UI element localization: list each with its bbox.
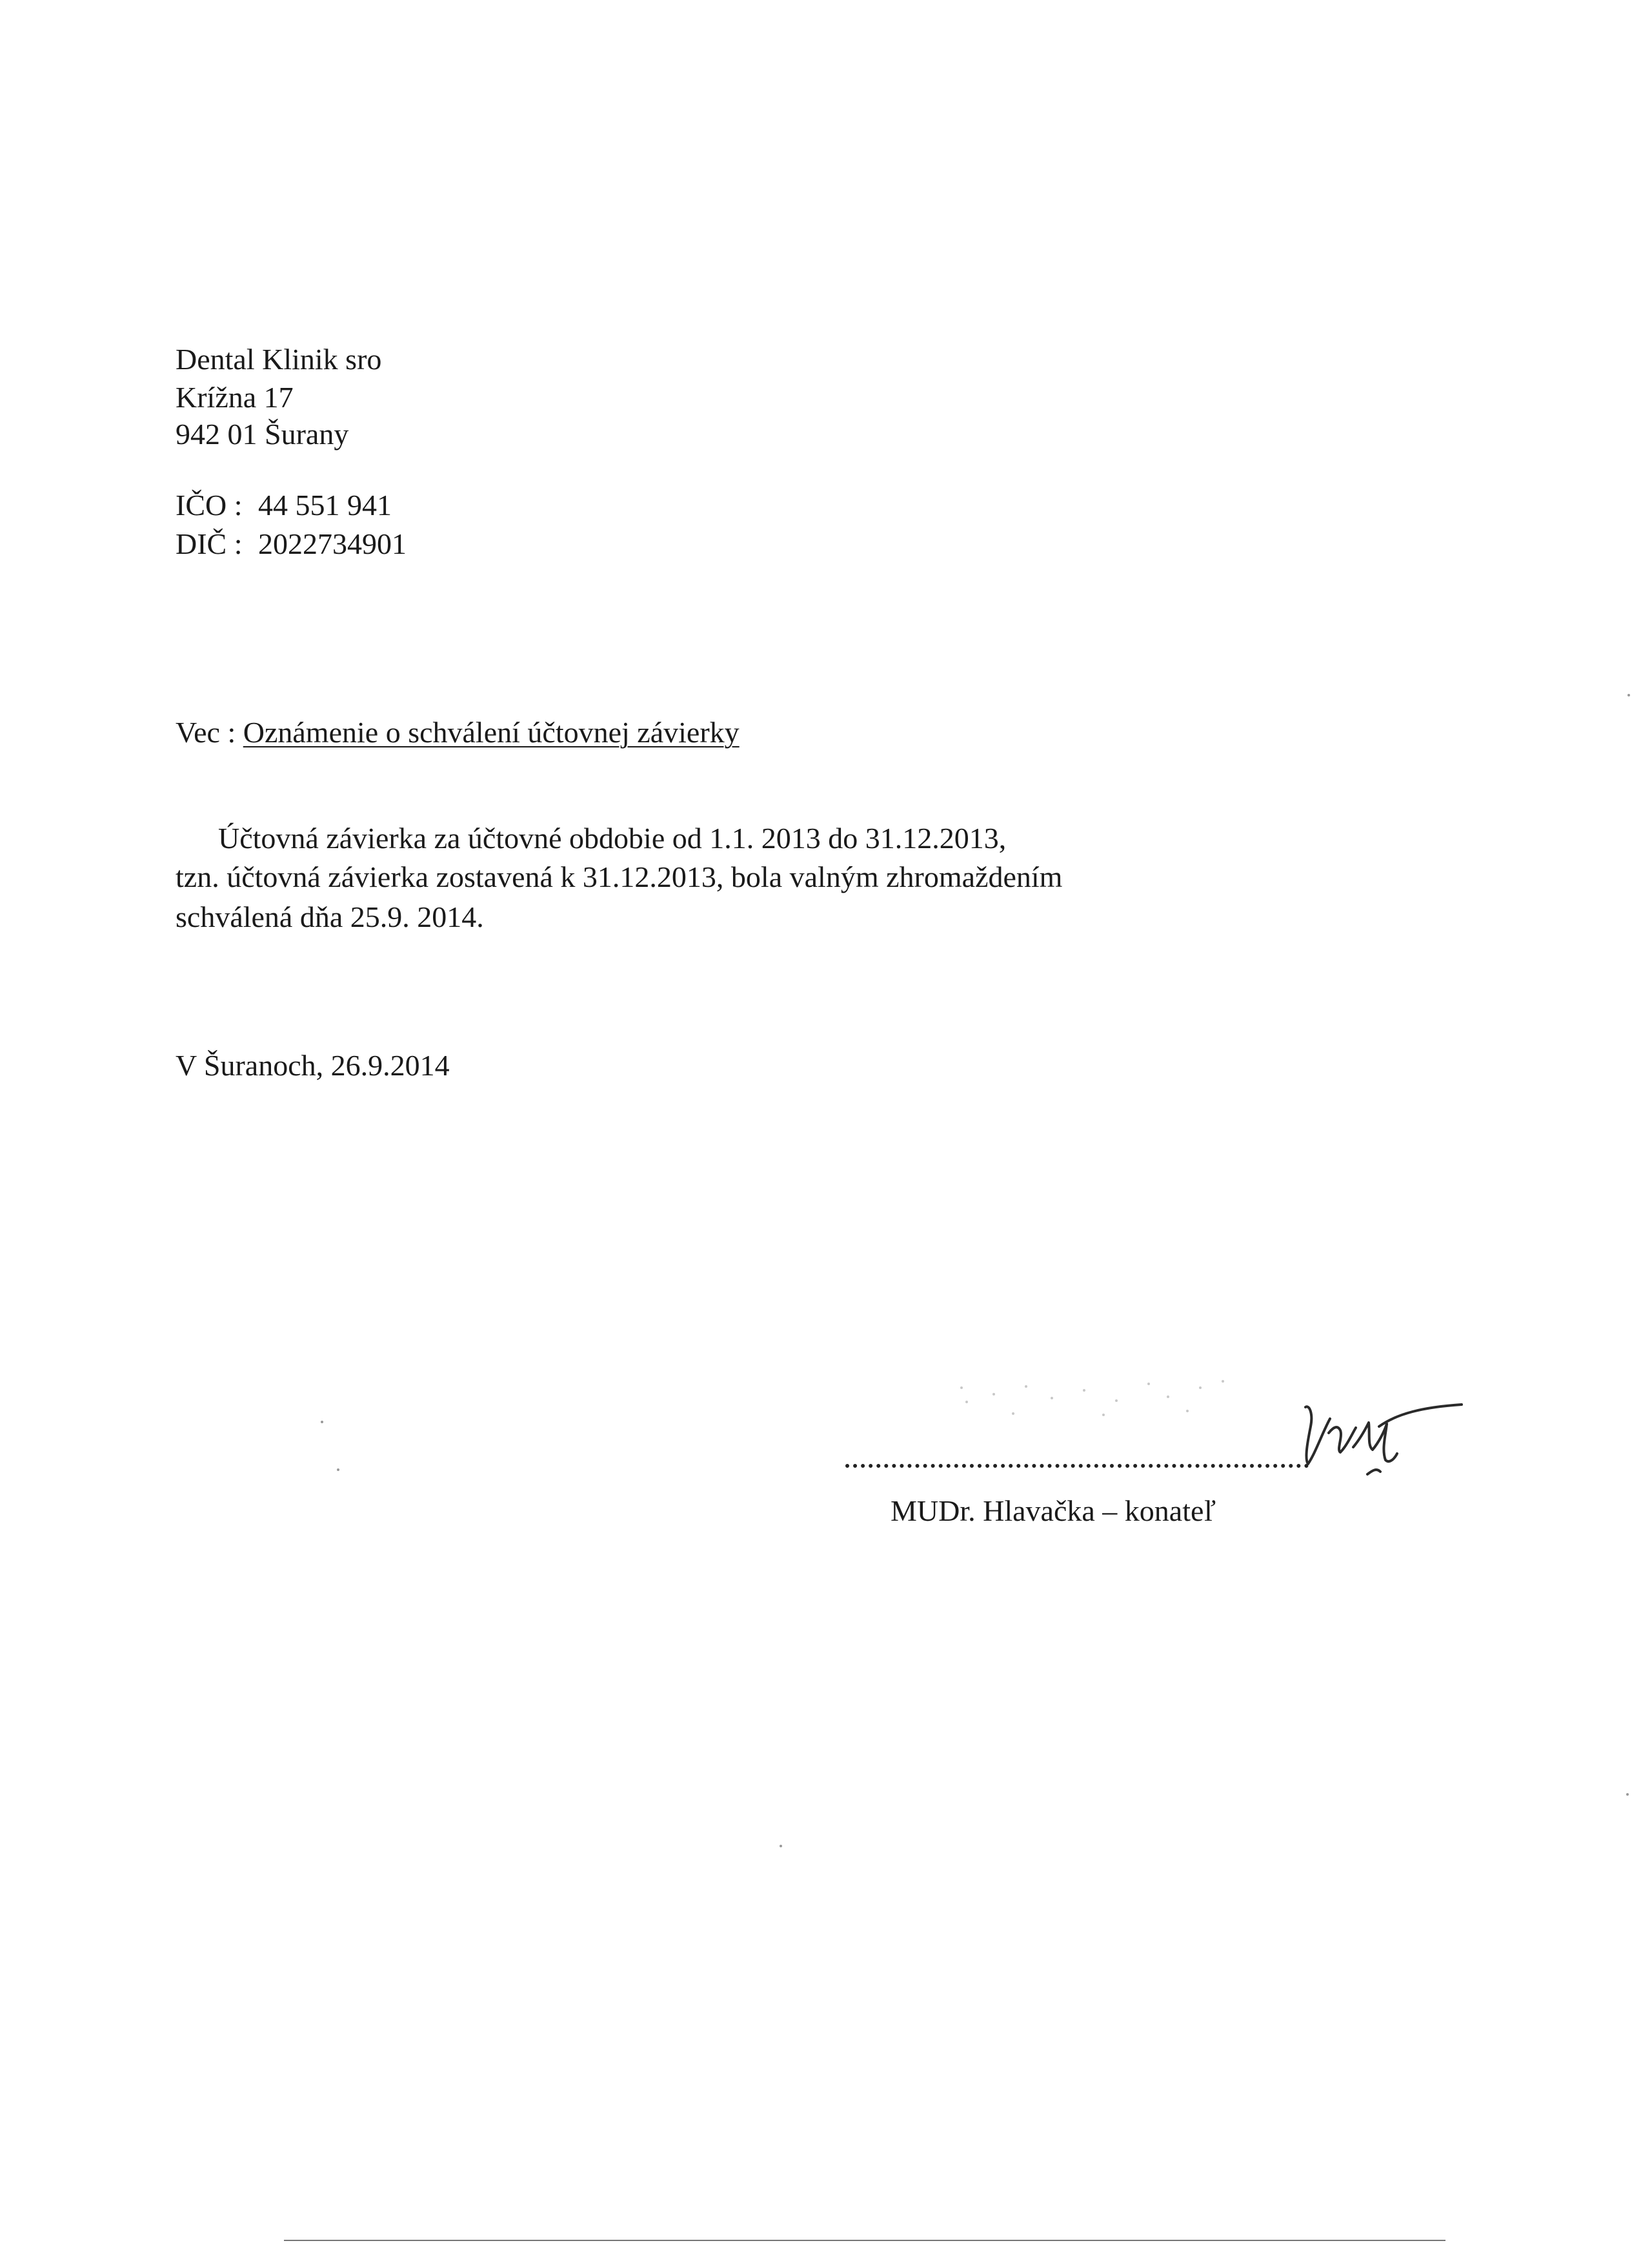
ico-label: IČO : <box>176 489 243 522</box>
signature-dotted-line <box>845 1464 1309 1468</box>
handwritten-signature <box>1300 1388 1475 1491</box>
signer-name: MUDr. Hlavačka – konateľ <box>891 1494 1216 1527</box>
sender-city: 942 01 Šurany <box>176 418 349 451</box>
subject-line <box>176 718 740 747</box>
dic-row <box>176 529 407 559</box>
body-line-2: tzn. účtovná závierka zostavená k 31.12.2013, bola valným zhromaždením <box>176 860 1063 893</box>
sender-company: Dental Klinik sro <box>176 343 382 376</box>
place-date: V Šuranoch, 26.9.2014 <box>176 1049 450 1082</box>
scan-speck <box>1627 694 1630 696</box>
ico-row <box>176 491 392 520</box>
dic-value: 2022734901 <box>258 527 407 560</box>
body-line-1: Účtovná závierka za účtovné obdobie od 1.1. 2013 do 31.12.2013, <box>218 822 1007 855</box>
ico-value: 44 551 941 <box>258 489 392 522</box>
faint-stamp-marks <box>936 1368 1245 1433</box>
sender-street: Krížna 17 <box>176 381 294 414</box>
subject-value: Oznámenie o schválení účtovnej závierky <box>243 716 740 749</box>
dic-label: DIČ : <box>176 527 243 560</box>
body-line-3: schválená dňa 25.9. 2014. <box>176 900 484 933</box>
subject-label: Vec : <box>176 716 243 749</box>
scan-speck <box>321 1421 323 1423</box>
scan-speck <box>780 1845 782 1847</box>
scan-speck <box>337 1468 339 1471</box>
scan-speck <box>1626 1793 1629 1796</box>
bottom-scan-edge <box>284 2240 1446 2241</box>
